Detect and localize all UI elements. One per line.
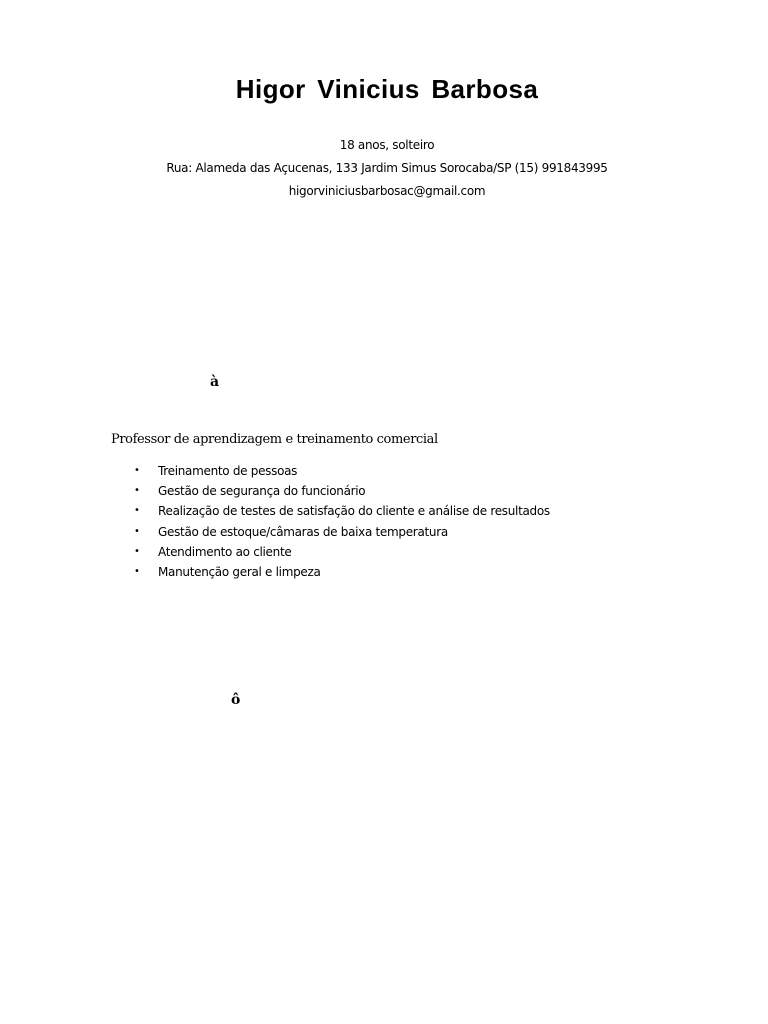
bullet-icon: • [134, 525, 140, 537]
list-item [131, 502, 550, 522]
candidate-name: Higor Vinicius Barbosa [235, 74, 539, 104]
list-item-text: Treinamento de pessoas [158, 464, 298, 478]
email-address: higorviniciusbarbosac@gmail.com [288, 184, 486, 198]
bullet-icon: • [134, 465, 140, 476]
bullet-icon: • [134, 565, 140, 577]
list-item-text: Realização de testes de satisfação do cliente e análise de resultados [158, 504, 550, 519]
address-phone: Rua: Alameda das Açucenas, 133 Jardim Simus Sorocaba/SP (15) 991843995 [166, 161, 608, 175]
age-status: 18 anos, solteiro [339, 138, 435, 152]
list-item [131, 563, 550, 583]
list-item [131, 523, 550, 543]
list-item-text: Manutenção geral e limpeza [158, 564, 321, 579]
list-item-text: Gestão de segurança do funcionário [158, 484, 366, 499]
list-item [131, 543, 550, 563]
bullet-icon: • [134, 545, 140, 557]
stray-glyph-o: ô [231, 692, 241, 708]
list-item [131, 462, 550, 482]
duties-list [131, 462, 550, 583]
list-item-text: Atendimento ao cliente [158, 544, 292, 559]
list-item-text: Gestão de estoque/câmaras de baixa temperatura [158, 524, 448, 539]
stray-glyph-a: à [210, 374, 220, 390]
bullet-icon: • [134, 485, 140, 497]
job-title: Professor de aprendizagem e treinamento comercial [111, 432, 438, 447]
bullet-icon: • [134, 505, 140, 517]
list-item [131, 482, 550, 502]
